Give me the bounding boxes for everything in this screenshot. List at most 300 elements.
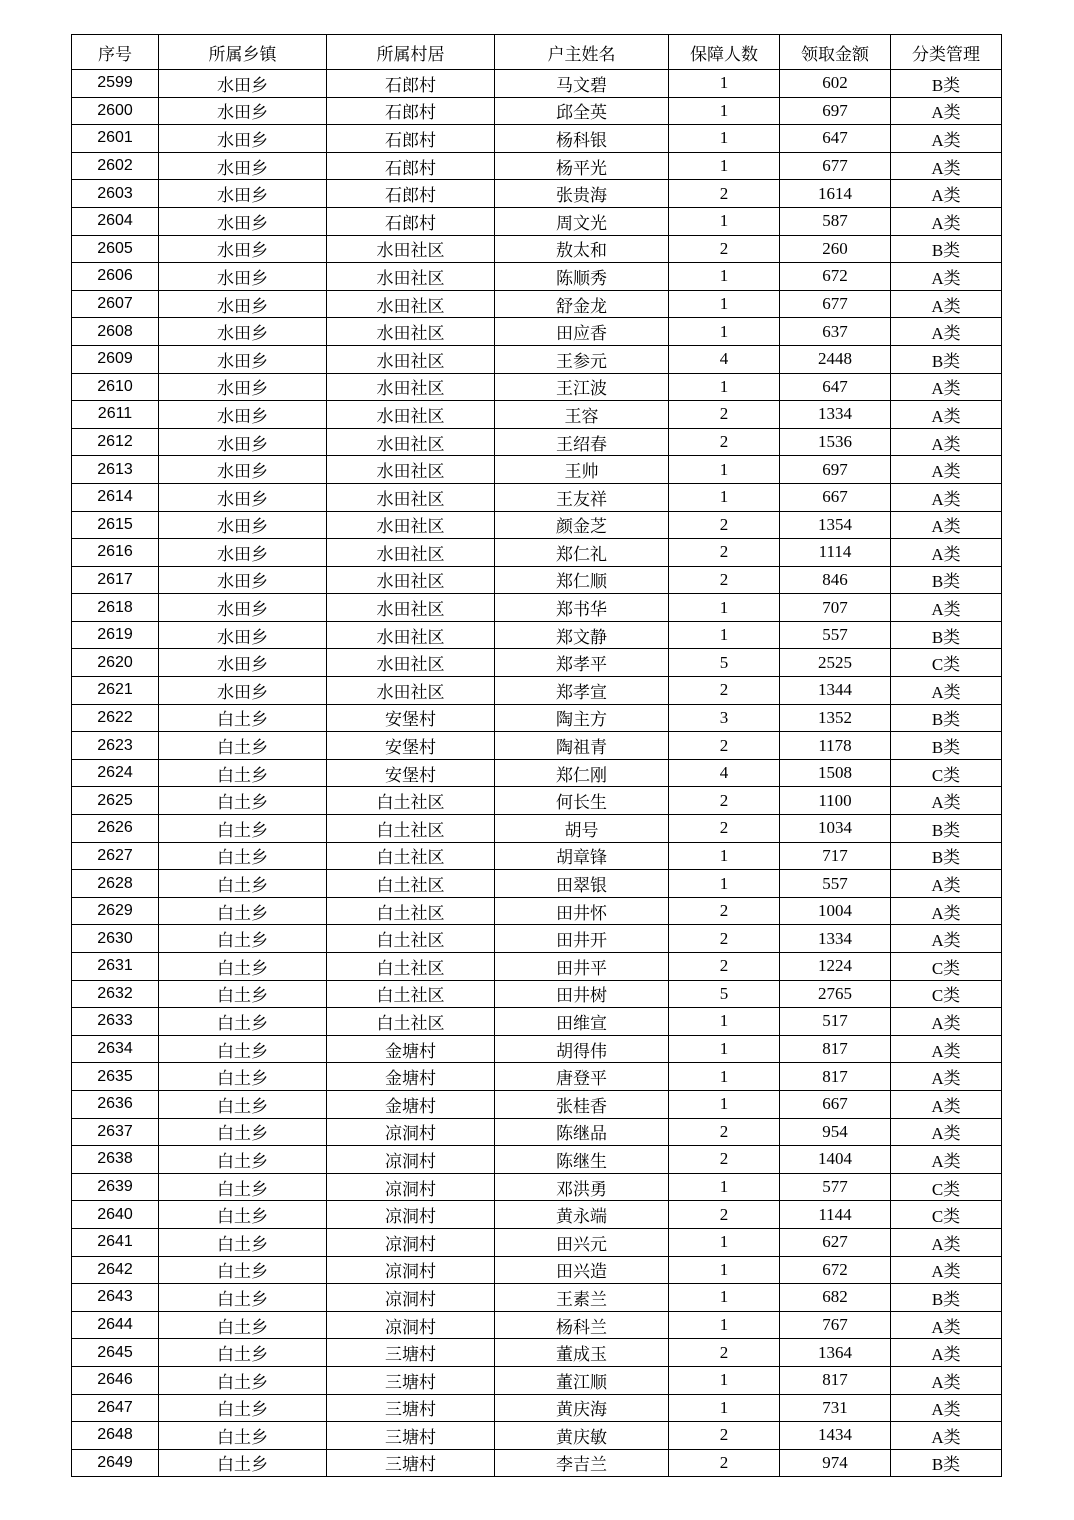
header-serial-number: 序号	[72, 35, 159, 70]
township-cell: 水田乡	[159, 97, 327, 125]
serial-number-cell: 2640	[72, 1201, 159, 1229]
covered-persons-cell: 2	[669, 180, 780, 208]
serial-number-cell: 2636	[72, 1090, 159, 1118]
village-cell: 三塘村	[327, 1366, 495, 1394]
township-cell: 水田乡	[159, 125, 327, 153]
header-village: 所属村居	[327, 35, 495, 70]
serial-number-cell: 2600	[72, 97, 159, 125]
serial-number-cell: 2603	[72, 180, 159, 208]
serial-number-cell: 2645	[72, 1339, 159, 1367]
relief-recipients-table	[71, 34, 1002, 1477]
village-cell: 白土社区	[327, 980, 495, 1008]
category-cell: A类	[891, 401, 1002, 429]
covered-persons-cell: 2	[669, 428, 780, 456]
village-cell: 水田社区	[327, 456, 495, 484]
amount-cell: 672	[780, 1256, 891, 1284]
covered-persons-cell: 1	[669, 1035, 780, 1063]
covered-persons-cell: 1	[669, 1311, 780, 1339]
township-cell: 白土乡	[159, 1035, 327, 1063]
header-township: 所属乡镇	[159, 35, 327, 70]
covered-persons-cell: 1	[669, 594, 780, 622]
township-cell: 白土乡	[159, 1339, 327, 1367]
amount-cell: 1352	[780, 704, 891, 732]
township-cell: 白土乡	[159, 1256, 327, 1284]
category-cell: A类	[891, 897, 1002, 925]
table-row	[72, 97, 1002, 125]
village-cell: 水田社区	[327, 539, 495, 567]
amount-cell: 817	[780, 1366, 891, 1394]
amount-cell: 1344	[780, 677, 891, 705]
covered-persons-cell: 1	[669, 1284, 780, 1312]
householder-name-cell: 田应香	[495, 318, 669, 346]
covered-persons-cell: 2	[669, 401, 780, 429]
category-cell: B类	[891, 842, 1002, 870]
amount-cell: 1004	[780, 897, 891, 925]
township-cell: 水田乡	[159, 70, 327, 98]
serial-number-cell: 2631	[72, 953, 159, 981]
householder-name-cell: 田井开	[495, 925, 669, 953]
householder-name-cell: 田井怀	[495, 897, 669, 925]
township-cell: 白土乡	[159, 870, 327, 898]
township-cell: 水田乡	[159, 511, 327, 539]
village-cell: 石郎村	[327, 207, 495, 235]
township-cell: 水田乡	[159, 345, 327, 373]
householder-name-cell: 张贵海	[495, 180, 669, 208]
householder-name-cell: 田井树	[495, 980, 669, 1008]
table-row	[72, 1008, 1002, 1036]
township-cell: 白土乡	[159, 1146, 327, 1174]
serial-number-cell: 2638	[72, 1146, 159, 1174]
village-cell: 石郎村	[327, 97, 495, 125]
township-cell: 水田乡	[159, 539, 327, 567]
table-row	[72, 704, 1002, 732]
table-row	[72, 1256, 1002, 1284]
amount-cell: 557	[780, 621, 891, 649]
category-cell: A类	[891, 594, 1002, 622]
township-cell: 水田乡	[159, 456, 327, 484]
amount-cell: 1508	[780, 759, 891, 787]
township-cell: 白土乡	[159, 1394, 327, 1422]
amount-cell: 2765	[780, 980, 891, 1008]
table-row	[72, 870, 1002, 898]
village-cell: 金塘村	[327, 1090, 495, 1118]
serial-number-cell: 2622	[72, 704, 159, 732]
category-cell: A类	[891, 207, 1002, 235]
table-row	[72, 621, 1002, 649]
village-cell: 水田社区	[327, 373, 495, 401]
serial-number-cell: 2627	[72, 842, 159, 870]
serial-number-cell: 2647	[72, 1394, 159, 1422]
householder-name-cell: 董成玉	[495, 1339, 669, 1367]
covered-persons-cell: 1	[669, 1228, 780, 1256]
village-cell: 白土社区	[327, 953, 495, 981]
township-cell: 白土乡	[159, 1311, 327, 1339]
covered-persons-cell: 1	[669, 290, 780, 318]
village-cell: 白土社区	[327, 1008, 495, 1036]
covered-persons-cell: 1	[669, 97, 780, 125]
township-cell: 白土乡	[159, 787, 327, 815]
township-cell: 水田乡	[159, 373, 327, 401]
covered-persons-cell: 2	[669, 566, 780, 594]
amount-cell: 682	[780, 1284, 891, 1312]
village-cell: 凉洞村	[327, 1146, 495, 1174]
covered-persons-cell: 2	[669, 1146, 780, 1174]
category-cell: A类	[891, 1366, 1002, 1394]
amount-cell: 557	[780, 870, 891, 898]
category-cell: A类	[891, 1339, 1002, 1367]
village-cell: 水田社区	[327, 290, 495, 318]
township-cell: 白土乡	[159, 732, 327, 760]
covered-persons-cell: 1	[669, 207, 780, 235]
category-cell: B类	[891, 732, 1002, 760]
householder-name-cell: 王友祥	[495, 483, 669, 511]
table-row	[72, 925, 1002, 953]
amount-cell: 817	[780, 1063, 891, 1091]
amount-cell: 602	[780, 70, 891, 98]
amount-cell: 697	[780, 97, 891, 125]
covered-persons-cell: 1	[669, 1063, 780, 1091]
householder-name-cell: 杨科兰	[495, 1311, 669, 1339]
serial-number-cell: 2633	[72, 1008, 159, 1036]
serial-number-cell: 2611	[72, 401, 159, 429]
householder-name-cell: 何长生	[495, 787, 669, 815]
table-row	[72, 1449, 1002, 1477]
amount-cell: 587	[780, 207, 891, 235]
serial-number-cell: 2637	[72, 1118, 159, 1146]
amount-cell: 817	[780, 1035, 891, 1063]
township-cell: 白土乡	[159, 1118, 327, 1146]
serial-number-cell: 2621	[72, 677, 159, 705]
covered-persons-cell: 1	[669, 125, 780, 153]
covered-persons-cell: 2	[669, 235, 780, 263]
amount-cell: 717	[780, 842, 891, 870]
table-row	[72, 1035, 1002, 1063]
township-cell: 白土乡	[159, 1173, 327, 1201]
category-cell: A类	[891, 1146, 1002, 1174]
amount-cell: 577	[780, 1173, 891, 1201]
village-cell: 白土社区	[327, 842, 495, 870]
category-cell: A类	[891, 1063, 1002, 1091]
covered-persons-cell: 2	[669, 815, 780, 843]
serial-number-cell: 2610	[72, 373, 159, 401]
village-cell: 水田社区	[327, 318, 495, 346]
township-cell: 水田乡	[159, 566, 327, 594]
village-cell: 凉洞村	[327, 1284, 495, 1312]
table-row	[72, 1228, 1002, 1256]
householder-name-cell: 郑仁顺	[495, 566, 669, 594]
township-cell: 白土乡	[159, 1228, 327, 1256]
serial-number-cell: 2625	[72, 787, 159, 815]
township-cell: 白土乡	[159, 815, 327, 843]
header-row	[72, 35, 1002, 70]
serial-number-cell: 2617	[72, 566, 159, 594]
covered-persons-cell: 2	[669, 1118, 780, 1146]
category-cell: A类	[891, 1118, 1002, 1146]
amount-cell: 1404	[780, 1146, 891, 1174]
village-cell: 水田社区	[327, 401, 495, 429]
township-cell: 白土乡	[159, 1366, 327, 1394]
village-cell: 白土社区	[327, 925, 495, 953]
table-row	[72, 428, 1002, 456]
township-cell: 水田乡	[159, 152, 327, 180]
amount-cell: 1434	[780, 1422, 891, 1450]
category-cell: A类	[891, 373, 1002, 401]
table-row	[72, 1284, 1002, 1312]
category-cell: A类	[891, 539, 1002, 567]
header-householder-name: 户主姓名	[495, 35, 669, 70]
category-cell: A类	[891, 1228, 1002, 1256]
table-row	[72, 649, 1002, 677]
amount-cell: 1334	[780, 925, 891, 953]
covered-persons-cell: 1	[669, 456, 780, 484]
householder-name-cell: 王参元	[495, 345, 669, 373]
serial-number-cell: 2607	[72, 290, 159, 318]
householder-name-cell: 陈继品	[495, 1118, 669, 1146]
category-cell: B类	[891, 235, 1002, 263]
category-cell: A类	[891, 125, 1002, 153]
village-cell: 三塘村	[327, 1449, 495, 1477]
township-cell: 水田乡	[159, 621, 327, 649]
householder-name-cell: 胡号	[495, 815, 669, 843]
table-row	[72, 1063, 1002, 1091]
category-cell: B类	[891, 566, 1002, 594]
category-cell: A类	[891, 456, 1002, 484]
table-row	[72, 373, 1002, 401]
table-row	[72, 677, 1002, 705]
covered-persons-cell: 1	[669, 842, 780, 870]
covered-persons-cell: 1	[669, 1173, 780, 1201]
table-row	[72, 1339, 1002, 1367]
amount-cell: 677	[780, 152, 891, 180]
village-cell: 安堡村	[327, 759, 495, 787]
village-cell: 水田社区	[327, 677, 495, 705]
amount-cell: 517	[780, 1008, 891, 1036]
covered-persons-cell: 2	[669, 953, 780, 981]
serial-number-cell: 2614	[72, 483, 159, 511]
householder-name-cell: 张桂香	[495, 1090, 669, 1118]
township-cell: 白土乡	[159, 980, 327, 1008]
amount-cell: 1354	[780, 511, 891, 539]
category-cell: A类	[891, 290, 1002, 318]
table-row	[72, 539, 1002, 567]
covered-persons-cell: 1	[669, 263, 780, 291]
township-cell: 白土乡	[159, 704, 327, 732]
village-cell: 水田社区	[327, 566, 495, 594]
village-cell: 白土社区	[327, 897, 495, 925]
covered-persons-cell: 4	[669, 345, 780, 373]
category-cell: A类	[891, 263, 1002, 291]
category-cell: A类	[891, 677, 1002, 705]
table-row	[72, 842, 1002, 870]
category-cell: A类	[891, 1035, 1002, 1063]
category-cell: A类	[891, 1090, 1002, 1118]
serial-number-cell: 2644	[72, 1311, 159, 1339]
amount-cell: 767	[780, 1311, 891, 1339]
table-row	[72, 1201, 1002, 1229]
township-cell: 白土乡	[159, 1422, 327, 1450]
covered-persons-cell: 2	[669, 732, 780, 760]
table-row	[72, 1366, 1002, 1394]
serial-number-cell: 2629	[72, 897, 159, 925]
householder-name-cell: 李吉兰	[495, 1449, 669, 1477]
township-cell: 水田乡	[159, 318, 327, 346]
table-row	[72, 456, 1002, 484]
category-cell: A类	[891, 787, 1002, 815]
serial-number-cell: 2634	[72, 1035, 159, 1063]
table-row	[72, 787, 1002, 815]
category-cell: C类	[891, 980, 1002, 1008]
householder-name-cell: 郑孝宣	[495, 677, 669, 705]
village-cell: 水田社区	[327, 621, 495, 649]
table-row	[72, 980, 1002, 1008]
serial-number-cell: 2616	[72, 539, 159, 567]
amount-cell: 697	[780, 456, 891, 484]
householder-name-cell: 田兴造	[495, 1256, 669, 1284]
covered-persons-cell: 2	[669, 539, 780, 567]
householder-name-cell: 黄庆敏	[495, 1422, 669, 1450]
householder-name-cell: 陶祖青	[495, 732, 669, 760]
table-row	[72, 897, 1002, 925]
village-cell: 水田社区	[327, 345, 495, 373]
village-cell: 水田社区	[327, 649, 495, 677]
serial-number-cell: 2599	[72, 70, 159, 98]
header-amount: 领取金额	[780, 35, 891, 70]
householder-name-cell: 田维宣	[495, 1008, 669, 1036]
householder-name-cell: 王江波	[495, 373, 669, 401]
village-cell: 三塘村	[327, 1422, 495, 1450]
village-cell: 安堡村	[327, 732, 495, 760]
township-cell: 水田乡	[159, 290, 327, 318]
category-cell: A类	[891, 511, 1002, 539]
village-cell: 水田社区	[327, 235, 495, 263]
covered-persons-cell: 5	[669, 649, 780, 677]
serial-number-cell: 2601	[72, 125, 159, 153]
category-cell: A类	[891, 1394, 1002, 1422]
householder-name-cell: 王帅	[495, 456, 669, 484]
householder-name-cell: 王绍春	[495, 428, 669, 456]
householder-name-cell: 王素兰	[495, 1284, 669, 1312]
householder-name-cell: 黄庆海	[495, 1394, 669, 1422]
village-cell: 白土社区	[327, 787, 495, 815]
village-cell: 水田社区	[327, 511, 495, 539]
table-row	[72, 594, 1002, 622]
table-row	[72, 290, 1002, 318]
village-cell: 水田社区	[327, 263, 495, 291]
category-cell: A类	[891, 1008, 1002, 1036]
amount-cell: 707	[780, 594, 891, 622]
table-row	[72, 1394, 1002, 1422]
householder-name-cell: 郑孝平	[495, 649, 669, 677]
amount-cell: 1100	[780, 787, 891, 815]
village-cell: 三塘村	[327, 1394, 495, 1422]
table-row	[72, 732, 1002, 760]
amount-cell: 667	[780, 483, 891, 511]
amount-cell: 1224	[780, 953, 891, 981]
householder-name-cell: 陈顺秀	[495, 263, 669, 291]
householder-name-cell: 董江顺	[495, 1366, 669, 1394]
householder-name-cell: 胡章锋	[495, 842, 669, 870]
category-cell: A类	[891, 1256, 1002, 1284]
amount-cell: 1178	[780, 732, 891, 760]
table-row	[72, 345, 1002, 373]
category-cell: C类	[891, 1173, 1002, 1201]
covered-persons-cell: 1	[669, 1394, 780, 1422]
table-row	[72, 207, 1002, 235]
covered-persons-cell: 1	[669, 70, 780, 98]
village-cell: 凉洞村	[327, 1201, 495, 1229]
category-cell: B类	[891, 815, 1002, 843]
serial-number-cell: 2620	[72, 649, 159, 677]
serial-number-cell: 2643	[72, 1284, 159, 1312]
village-cell: 凉洞村	[327, 1311, 495, 1339]
householder-name-cell: 杨平光	[495, 152, 669, 180]
category-cell: C类	[891, 953, 1002, 981]
amount-cell: 627	[780, 1228, 891, 1256]
serial-number-cell: 2615	[72, 511, 159, 539]
covered-persons-cell: 5	[669, 980, 780, 1008]
category-cell: B类	[891, 621, 1002, 649]
amount-cell: 647	[780, 373, 891, 401]
header-category: 分类管理	[891, 35, 1002, 70]
township-cell: 白土乡	[159, 842, 327, 870]
table-row	[72, 815, 1002, 843]
village-cell: 凉洞村	[327, 1118, 495, 1146]
village-cell: 三塘村	[327, 1339, 495, 1367]
serial-number-cell: 2623	[72, 732, 159, 760]
township-cell: 白土乡	[159, 953, 327, 981]
serial-number-cell: 2612	[72, 428, 159, 456]
amount-cell: 954	[780, 1118, 891, 1146]
township-cell: 白土乡	[159, 1008, 327, 1036]
covered-persons-cell: 1	[669, 152, 780, 180]
table-header	[72, 35, 1002, 70]
covered-persons-cell: 2	[669, 1339, 780, 1367]
category-cell: A类	[891, 1311, 1002, 1339]
householder-name-cell: 郑仁礼	[495, 539, 669, 567]
householder-name-cell: 郑仁刚	[495, 759, 669, 787]
amount-cell: 2525	[780, 649, 891, 677]
amount-cell: 1034	[780, 815, 891, 843]
category-cell: A类	[891, 180, 1002, 208]
amount-cell: 1334	[780, 401, 891, 429]
serial-number-cell: 2605	[72, 235, 159, 263]
category-cell: A类	[891, 152, 1002, 180]
covered-persons-cell: 2	[669, 897, 780, 925]
amount-cell: 672	[780, 263, 891, 291]
amount-cell: 667	[780, 1090, 891, 1118]
village-cell: 水田社区	[327, 594, 495, 622]
covered-persons-cell: 3	[669, 704, 780, 732]
serial-number-cell: 2628	[72, 870, 159, 898]
covered-persons-cell: 1	[669, 1008, 780, 1036]
table-row	[72, 759, 1002, 787]
serial-number-cell: 2604	[72, 207, 159, 235]
serial-number-cell: 2649	[72, 1449, 159, 1477]
village-cell: 凉洞村	[327, 1228, 495, 1256]
township-cell: 水田乡	[159, 428, 327, 456]
category-cell: A类	[891, 925, 1002, 953]
householder-name-cell: 马文碧	[495, 70, 669, 98]
householder-name-cell: 田井平	[495, 953, 669, 981]
serial-number-cell: 2648	[72, 1422, 159, 1450]
amount-cell: 1536	[780, 428, 891, 456]
category-cell: A类	[891, 1422, 1002, 1450]
covered-persons-cell: 1	[669, 1090, 780, 1118]
category-cell: B类	[891, 70, 1002, 98]
householder-name-cell: 田翠银	[495, 870, 669, 898]
householder-name-cell: 周文光	[495, 207, 669, 235]
table-row	[72, 125, 1002, 153]
